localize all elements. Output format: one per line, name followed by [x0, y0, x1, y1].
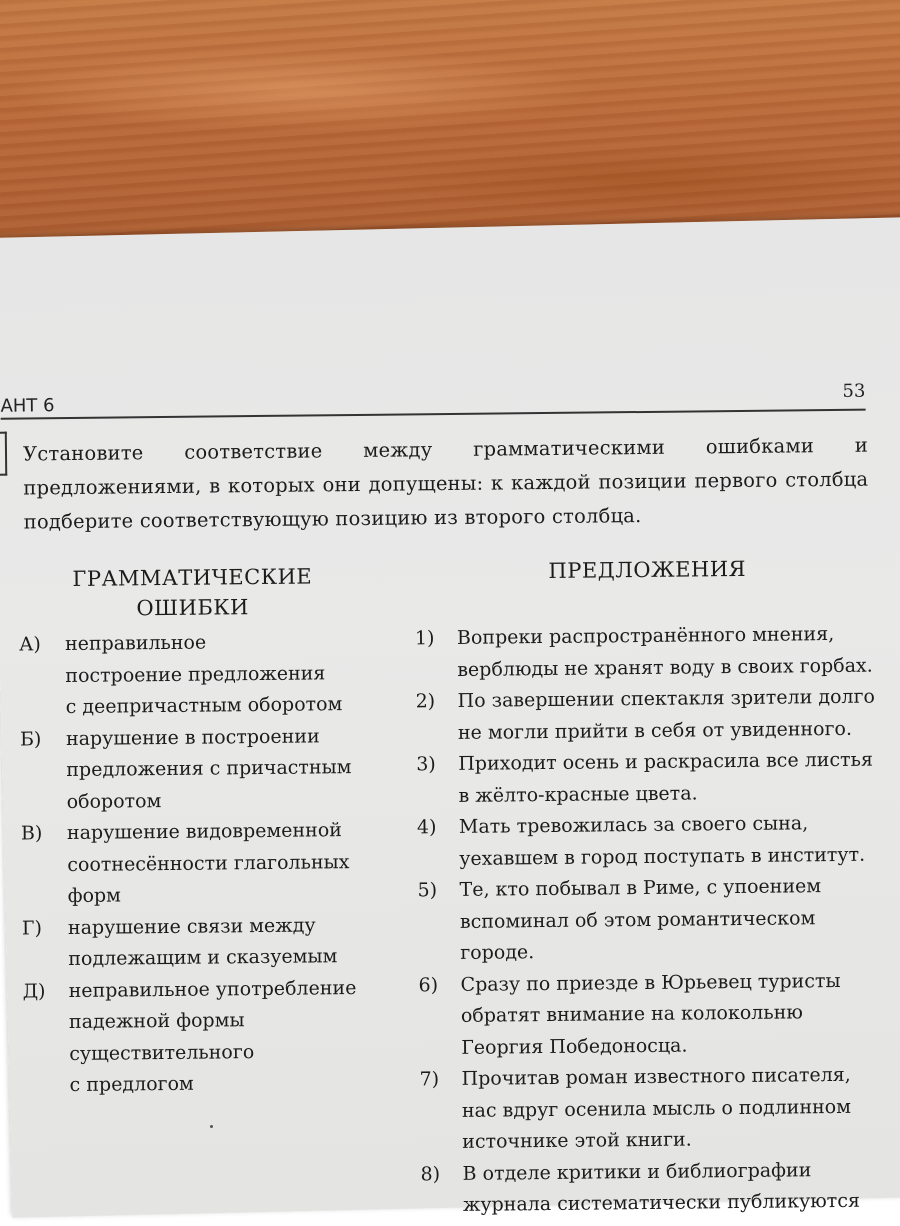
variant-label: АНТ 6 — [0, 395, 55, 417]
sentence-item-text-line: По завершении спектакля зрители долго — [457, 685, 876, 712]
sentence-item — [413, 681, 884, 749]
error-item-text-line: нарушение связи между — [67, 913, 316, 939]
error-item — [19, 720, 383, 818]
sentence-item — [413, 618, 884, 686]
sentence-item-text-line: Сразу по приезде в Юрьевец туристы — [460, 969, 841, 996]
sentence-item-text-line: уехавшем в город поступать в институт. — [459, 843, 866, 870]
paper-speck — [210, 1125, 213, 1128]
error-item-text-line: неправильное — [64, 631, 207, 656]
page-content — [0, 350, 900, 1216]
left-title-line2: ОШИБКИ — [136, 595, 250, 621]
error-item-text-line: построение предложения — [65, 661, 326, 687]
error-item — [18, 626, 382, 724]
error-item-text-line: подлежащим и сказуемым — [68, 945, 338, 971]
error-item-marker: Б) — [19, 727, 42, 751]
sentence-item-text-line: Те, кто побывал в Риме, с упоением — [459, 875, 822, 901]
sentence-item-marker: 8) — [420, 1162, 441, 1185]
error-item-text-line: предложения с причастным — [66, 756, 352, 782]
sentence-item — [417, 1059, 888, 1158]
error-item-marker: А) — [18, 633, 41, 656]
sentence-item — [414, 744, 885, 812]
error-item-text-line: с деепричастным оборотом — [65, 693, 343, 719]
sentence-item-text-line: В отделе критики и библиографии — [462, 1158, 812, 1185]
sentence-item-text-line: не могли прийти в себя от увиденного. — [457, 717, 853, 744]
error-item-text-line: нарушение в построении — [65, 724, 320, 750]
errors-list — [18, 626, 386, 1102]
error-item-text-line: форм — [67, 884, 122, 908]
error-item-text-line: нарушение видовременной — [66, 819, 342, 845]
left-column-title — [52, 561, 333, 624]
error-item-text-line: соотнесённости глагольных — [67, 850, 350, 876]
sentence-item-marker: 5) — [417, 879, 438, 902]
error-item — [21, 909, 385, 976]
left-title-line1: ГРАММАТИЧЕСКИЕ — [72, 564, 313, 591]
sentence-item-text-line: Вопреки распространённого мнения, — [456, 622, 835, 649]
error-item-marker: В) — [20, 822, 43, 845]
sentence-item — [415, 870, 886, 969]
sentence-item-text-line: нас вдруг осенила мысль о подлинном — [461, 1095, 852, 1122]
error-item-text-line: оборотом — [66, 789, 162, 813]
error-item — [20, 815, 384, 913]
sentence-item-text-line: Прочитав роман известного писателя, — [461, 1063, 851, 1090]
sentence-item-text-line: Приходит осень и раскрасила все листья — [458, 748, 874, 775]
sentence-item — [415, 807, 886, 875]
error-item-marker: Д) — [22, 979, 46, 1003]
sentence-item-marker: 7) — [419, 1068, 440, 1091]
sentence-item-text-line: вспоминал об этом романтическом городе. — [459, 906, 816, 964]
task-instruction: Установите соответствие между грамматическими ошибками и предложениями, в которых они допущены: к каждой позиции первого столбца подберите соответствующую позицию из второго столбца. — [22, 433, 869, 534]
sentence-item-text-line: обратят внимание на колокольню — [460, 1001, 803, 1027]
error-item-text-line: с предлогом — [69, 1072, 194, 1097]
error-item-text-line: неправильное употребление — [68, 976, 357, 1002]
sentence-item-text-line: источнике этой книги. — [462, 1128, 692, 1153]
sentences-list — [413, 618, 889, 1221]
sentence-item-marker: 1) — [414, 627, 435, 650]
sentence-item-text-line: в жёлто-красные цвета. — [458, 781, 698, 807]
sentence-item-marker: 2) — [415, 690, 436, 713]
sentence-item-text-line: Георгия Победоносца. — [461, 1034, 688, 1059]
page-number: 53 — [842, 380, 866, 402]
error-item-text-line: существительного — [69, 1040, 255, 1065]
error-item-marker: Г) — [21, 916, 43, 940]
sentence-item-marker: 4) — [416, 816, 437, 839]
sentence-item-text-line: Мать тревожилась за своего сына, — [458, 812, 809, 838]
sentence-item-text-line: верблюды не хранят воду в своих горбах. — [457, 654, 873, 681]
sentence-item — [418, 1154, 889, 1222]
sentence-item-text-line: журнала систематически публикуются — [462, 1189, 861, 1216]
sentence-item-marker: 6) — [418, 973, 439, 996]
right-column-title: ПРЕДЛОЖЕНИЯ — [548, 556, 747, 583]
task-number-box — [0, 432, 7, 476]
error-item — [24, 972, 385, 1102]
sentence-item — [416, 965, 887, 1064]
error-item-text-line: падежной формы — [68, 1009, 245, 1034]
sentence-item-marker: 3) — [416, 753, 436, 776]
